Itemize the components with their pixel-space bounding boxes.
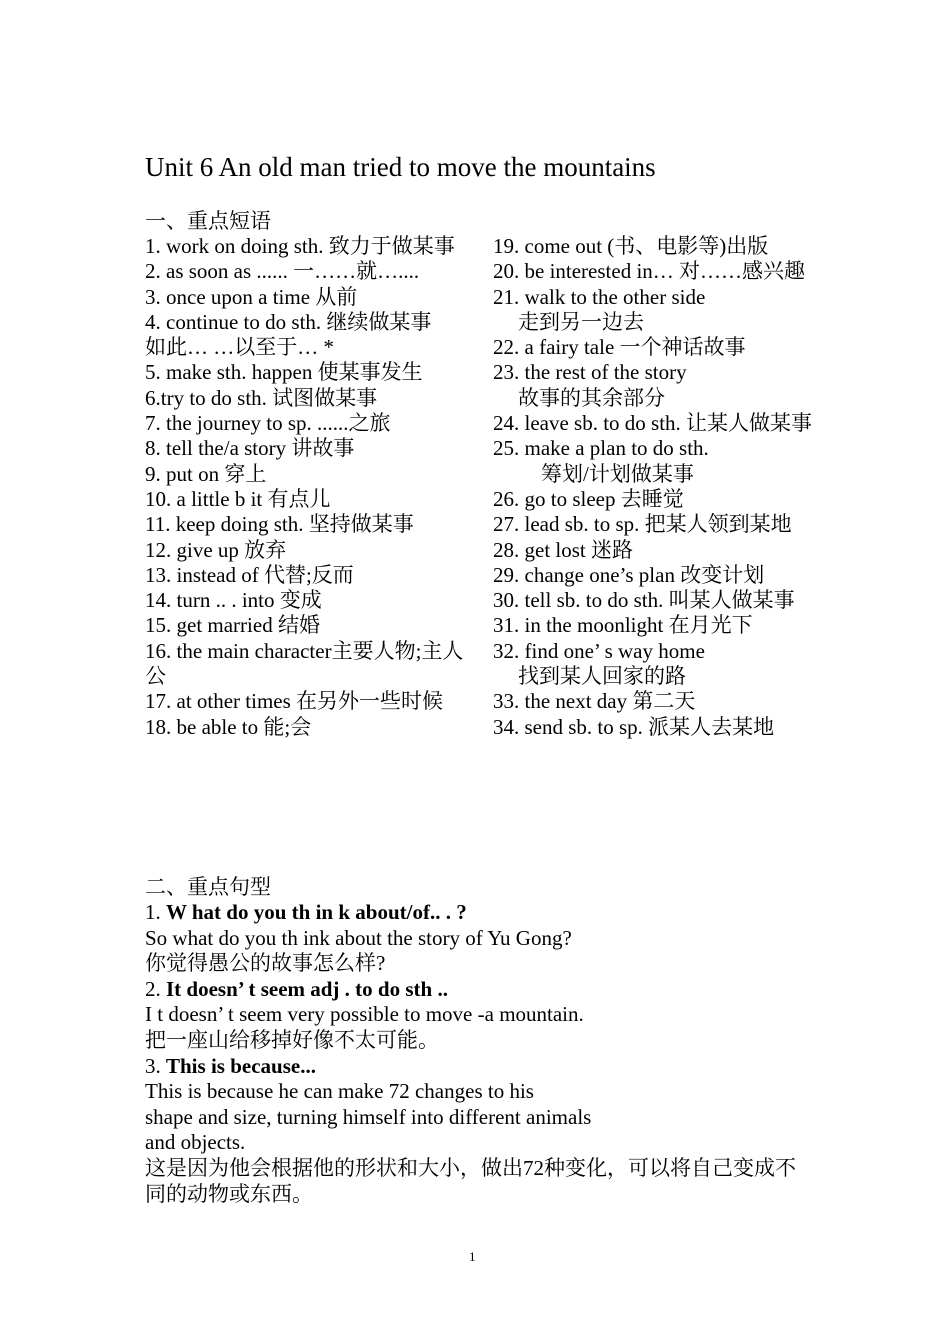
phrase-item: 如此… …以至于… * xyxy=(145,335,334,360)
phrase-item: 24. leave sb. to do sth. 让某人做某事 xyxy=(493,411,813,436)
section-heading-phrases: 一、重点短语 xyxy=(145,209,271,233)
phrase-list-left xyxy=(145,234,470,740)
phrase-item: 9. put on 穿上 xyxy=(145,461,267,486)
phrase-item: 16. the main character主要人物;主人公 xyxy=(145,638,464,689)
sentence-pattern-heading xyxy=(145,977,815,1003)
phrase-item: 14. turn .. . into 变成 xyxy=(145,588,322,613)
phrase-item: 7. the journey to sp. ......之旅 xyxy=(145,411,391,436)
phrase-item: 25. make a plan to do sth. xyxy=(493,436,709,461)
sentence-number: 1. xyxy=(145,900,166,924)
sentence-line: and objects. xyxy=(145,1130,246,1155)
sentence-line: 你觉得愚公的故事怎么样? xyxy=(145,951,386,976)
sentence-line: This is because he can make 72 changes to his xyxy=(145,1079,534,1104)
phrase-item: 20. be interested in… 对……感兴趣 xyxy=(493,259,806,284)
phrase-item: 13. instead of 代替;反而 xyxy=(145,562,354,587)
phrase-item: 10. a little b it 有点儿 xyxy=(145,486,331,511)
phrase-item: 34. send sb. to sp. 派某人去某地 xyxy=(493,714,775,739)
phrase-item: 23. the rest of the story xyxy=(493,360,687,385)
phrase-list-right xyxy=(493,234,813,740)
page-title: Unit 6 An old man tried to move the mountains xyxy=(145,152,656,182)
phrase-item: 29. change one’s plan 改变计划 xyxy=(493,562,765,587)
phrase-item: 走到另一边去 xyxy=(518,309,644,334)
phrase-item: 21. walk to the other side xyxy=(493,284,706,309)
sentence-pattern: This is because... xyxy=(166,1053,316,1078)
phrase-item: 19. come out (书、电影等)出版 xyxy=(493,234,769,258)
phrase-item: 27. lead sb. to sp. 把某人领到某地 xyxy=(493,512,792,537)
phrase-item: 11. keep doing sth. 坚持做某事 xyxy=(145,512,414,537)
phrase-item: 30. tell sb. to do sth. 叫某人做某事 xyxy=(493,588,795,613)
sentence-pattern: W hat do you th in k about/of.. . ? xyxy=(166,900,467,924)
page-number: 1 xyxy=(469,1249,476,1264)
sentence-pattern-heading xyxy=(145,1054,815,1080)
sentence-number: 3. xyxy=(145,1053,166,1078)
phrase-item: 4. continue to do sth. 继续做某事 xyxy=(145,309,432,334)
phrase-item: 1. work on doing sth. 致力于做某事 xyxy=(145,234,455,258)
phrase-item: 5. make sth. happen 使某事发生 xyxy=(145,360,423,385)
phrase-item: 31. in the moonlight 在月光下 xyxy=(493,613,753,638)
phrase-item: 3. once upon a time 从前 xyxy=(145,284,358,309)
phrase-item: 筹划/计划做某事 xyxy=(541,461,694,486)
phrase-item: 17. at other times 在另外一些时候 xyxy=(145,689,444,714)
section-heading-sentences: 二、重点句型 xyxy=(145,875,271,899)
phrase-item: 33. the next day 第二天 xyxy=(493,689,696,714)
sentence-line: I t doesn’ t seem very possible to move -a mountain. xyxy=(145,1002,584,1027)
phrase-item: 找到某人回家的路 xyxy=(518,664,686,689)
sentence-line: 这是因为他会根据他的形状和大小，做出72种变化，可以将自己变成不同的动物或东西。 xyxy=(145,1155,796,1206)
sentence-line: 把一座山给移掉好像不太可能。 xyxy=(145,1027,439,1052)
phrase-item: 2. as soon as ...... 一……就….... xyxy=(145,259,420,284)
phrase-item: 18. be able to 能;会 xyxy=(145,714,312,739)
phrase-item: 12. give up 放弃 xyxy=(145,537,287,562)
phrase-item: 28. get lost 迷路 xyxy=(493,537,633,562)
phrase-item: 22. a fairy tale 一个神话故事 xyxy=(493,335,746,360)
phrase-item: 26. go to sleep 去睡觉 xyxy=(493,486,684,511)
phrase-item: 32. find one’ s way home xyxy=(493,638,705,663)
sentence-pattern: It doesn’ t seem adj . to do sth .. xyxy=(166,976,448,1001)
phrase-item: 6.try to do sth. 试图做某事 xyxy=(145,385,378,410)
phrase-item: 8. tell the/a story 讲故事 xyxy=(145,436,355,461)
sentence-patterns xyxy=(145,900,815,1207)
sentence-line: So what do you th ink about the story of Yu Gong? xyxy=(145,925,572,950)
phrase-item: 15. get married 结婚 xyxy=(145,613,320,638)
sentence-line: shape and size, turning himself into different animals xyxy=(145,1104,592,1129)
sentence-pattern-heading xyxy=(145,900,815,926)
sentence-number: 2. xyxy=(145,976,166,1001)
phrase-item: 故事的其余部分 xyxy=(518,385,665,410)
